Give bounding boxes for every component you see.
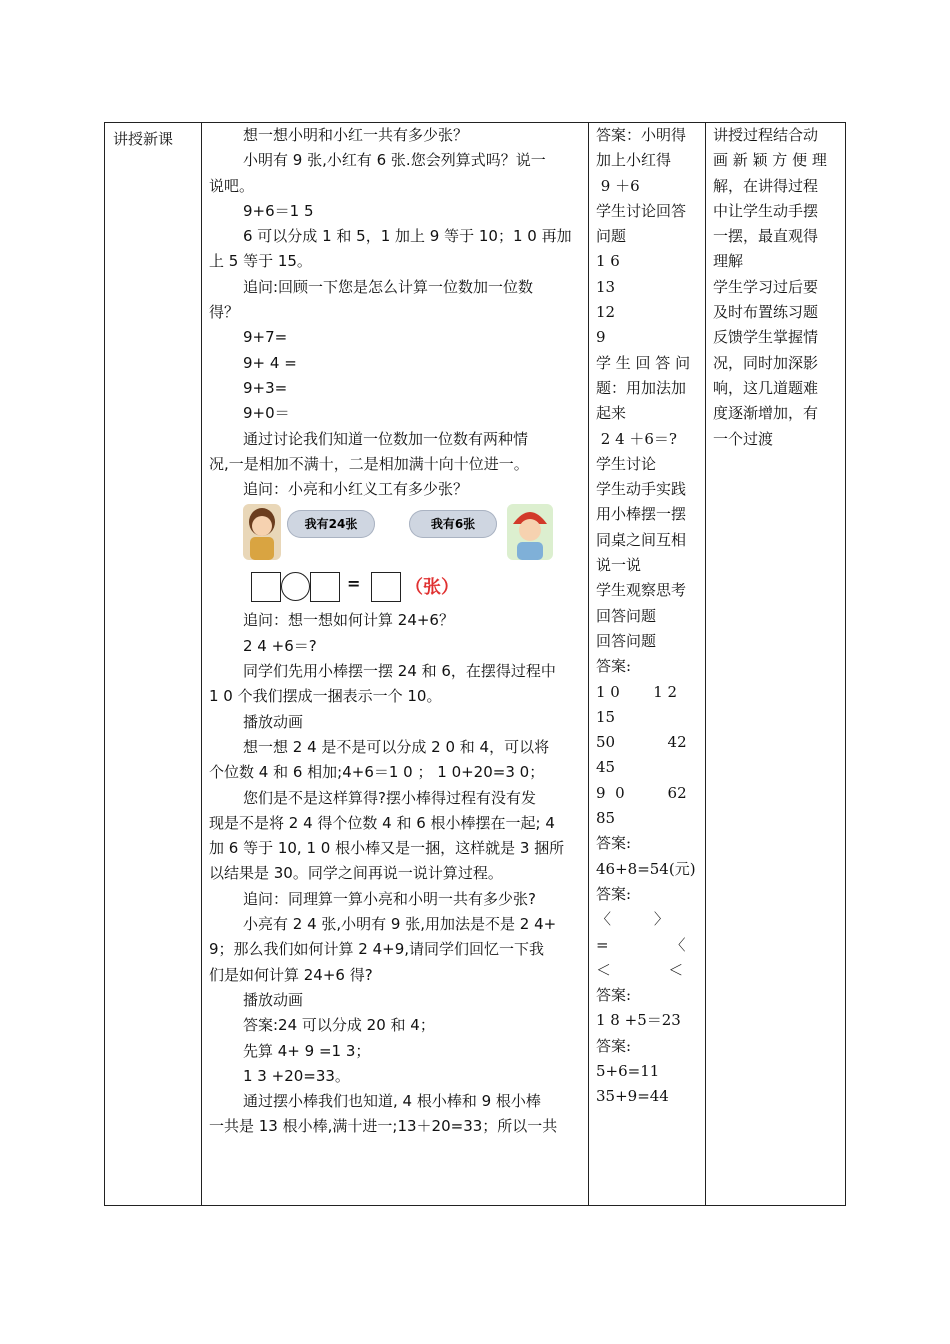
text-line: 学生学习过后要 [713, 277, 819, 296]
text-line: 答案: [596, 884, 632, 903]
text-line: 想一想小明和小红一共有多少张？ [243, 126, 469, 144]
text-line: 一个过渡 [713, 429, 774, 448]
text-line: 1 8 +5＝23 [596, 1011, 681, 1030]
text-line: 得？ [209, 303, 240, 322]
text-line: 15 [596, 707, 616, 726]
student-activity-cell [588, 123, 705, 1110]
illustration-kids [209, 502, 582, 566]
text-line: 学生讨论 [596, 454, 657, 473]
text-line: 同学们先用小棒摆一摆 24 和 6，在摆得过程中 [243, 662, 556, 681]
text-line: 说吧。 [209, 176, 255, 195]
text-line: 您们是不是这样算得?摆小棒得过程有没有发 [243, 788, 536, 807]
boy-illustration [243, 504, 281, 560]
text-line: 题：用加法加 [596, 378, 687, 397]
text-line: 追问：同理算一算小亮和小明一共有多少张? [243, 889, 536, 908]
text-line: 及时布置练习题 [713, 303, 819, 322]
text-line: 解，在讲得过程 [713, 176, 819, 195]
text-line: 〈 〉 [596, 910, 669, 929]
text-line: ＜ ＜ [596, 960, 684, 979]
text-line: 12 [596, 303, 616, 322]
text-line: 9+ 4 = [243, 353, 297, 372]
speech-bubble-right: 我有6张 [409, 510, 497, 538]
text-line: 6 可以分成 1 和 5，1 加上 9 等于 10；1 0 再加 [243, 227, 572, 246]
section-cell [105, 123, 201, 152]
text-line: 小明有 9 张,小红有 6 张.您会列算式吗？说一 [243, 151, 546, 170]
text-line: 加 6 等于 10, 1 0 根小棒又是一捆，这样就是 3 捆所 [209, 839, 565, 858]
text-line: 学生观察思考 [596, 581, 687, 600]
text-line: 45 [596, 758, 616, 777]
text-line: 答案: [596, 834, 632, 853]
text-line: 以结果是 30。同学之间再说一说计算过程。 [209, 864, 503, 883]
text-line: 9 0 62 [596, 783, 687, 802]
text-line: 追问:回顾一下您是怎么计算一位数加一位数 [243, 277, 534, 296]
text-line: 通过摆小棒我们也知道, 4 根小棒和 9 根小棒 [243, 1092, 541, 1111]
text-line: 1 0 1 2 [596, 682, 678, 701]
text-line: 想一想 2 4 是不是可以分成 2 0 和 4，可以将 [243, 737, 550, 756]
text-line: 9+0＝ [243, 404, 290, 423]
text-line: 响，这几道题难 [713, 378, 819, 397]
text-line: 46+8=54(元) [596, 859, 696, 878]
text-line: 追问：小亮和小红义工有多少张？ [243, 480, 469, 499]
unit-label: （张） [405, 577, 459, 599]
text-line: 9；那么我们如何计算 2 4+9,请同学们回忆一下我 [209, 940, 545, 959]
text-line: 反馈学生掌握情 [713, 328, 819, 347]
text-line: 9+7= [243, 328, 288, 347]
section-label: 讲授新课 [113, 130, 174, 148]
text-line: 同桌之间互相 [596, 530, 687, 549]
blank-box [251, 572, 281, 602]
text-line: 学 生 回 答 问 [596, 353, 691, 372]
teacher-lines-upper [209, 123, 582, 502]
text-line: 2 4 ＋6＝? [596, 429, 677, 448]
text-line: 上 5 等于 15。 [209, 252, 312, 271]
text-line: 50 42 [596, 733, 687, 752]
text-line: 们是如何计算 24+6 得? [209, 965, 373, 984]
text-line: 中让学生动手摆 [713, 201, 819, 220]
speech-bubble-left: 我有24张 [287, 510, 375, 538]
equation-template [209, 566, 582, 608]
text-line: 5+6=11 [596, 1061, 660, 1080]
girl-illustration [507, 504, 553, 560]
lesson-table [104, 122, 846, 1206]
text-line: 9 ＋6 [596, 176, 640, 195]
text-line: 2 4 +6＝? [243, 636, 317, 655]
text-line: 理解 [713, 252, 744, 271]
text-line: 答案：小明得 [596, 126, 687, 144]
text-line: 小亮有 2 4 张,小明有 9 张,用加法是不是 2 4+ [243, 915, 557, 934]
blank-box [371, 572, 401, 602]
text-line: 1 3 +20=33。 [243, 1066, 350, 1085]
text-line: 答案:24 可以分成 20 和 4； [243, 1016, 435, 1035]
text-line: = 〈 [596, 935, 686, 954]
text-line: 答案: [596, 986, 632, 1005]
text-line: 讲授过程结合动 [713, 126, 819, 144]
text-line: 回答问题 [596, 606, 657, 625]
text-line: 度逐渐增加，有 [713, 404, 819, 423]
teacher-lines-lower [209, 608, 582, 1139]
text-line: 答案: [596, 1036, 632, 1055]
text-line: 1 6 [596, 252, 620, 271]
text-line: 况,一是相加不满十，二是相加满十向十位进一。 [209, 454, 529, 473]
text-line: 回答问题 [596, 631, 657, 650]
text-line: 1 0 个我们摆成一捆表示一个 10。 [209, 687, 442, 706]
text-line: 9 [596, 328, 606, 347]
text-line: 9+3= [243, 378, 288, 397]
operator-circle [281, 572, 310, 601]
teacher-activity-cell [201, 123, 588, 1140]
text-line: 35+9=44 [596, 1087, 669, 1106]
text-line: 现是不是将 2 4 得个位数 4 和 6 根小棒摆在一起; 4 [209, 813, 555, 832]
text-line: 学生讨论回答 [596, 201, 687, 220]
text-line: 学生动手实践 [596, 480, 687, 499]
text-line: 答案: [596, 657, 632, 676]
blank-box [310, 572, 340, 602]
equals-sign: = [347, 574, 361, 594]
text-line: 起来 [596, 404, 627, 423]
text-line: 说一说 [596, 556, 642, 575]
text-line: 个位数 4 和 6 相加;4+6＝1 0 ； 1 0+20=3 0； [209, 763, 545, 782]
text-line: 问题 [596, 227, 627, 246]
text-line: 通过讨论我们知道一位数加一位数有两种情 [243, 429, 529, 448]
text-line: 9+6＝1 5 [243, 201, 314, 220]
text-line: 追问：想一想如何计算 24+6？ [243, 611, 454, 630]
text-line: 况，同时加深影 [713, 353, 819, 372]
text-line: 一摆，最直观得 [713, 227, 819, 246]
text-line: 画 新 颖 方 便 理 [713, 151, 827, 170]
text-line: 13 [596, 277, 616, 296]
design-intent-cell [705, 123, 847, 452]
text-line: 一共是 13 根小棒,满十进一;13＋20=33；所以一共 [209, 1117, 558, 1136]
text-line: 播放动画 [243, 990, 304, 1009]
text-line: 85 [596, 809, 616, 828]
text-line: 先算 4+ 9 =1 3； [243, 1041, 371, 1060]
text-line: 播放动画 [243, 712, 304, 731]
text-line: 加上小红得 [596, 151, 672, 170]
text-line: 用小棒摆一摆 [596, 505, 687, 524]
